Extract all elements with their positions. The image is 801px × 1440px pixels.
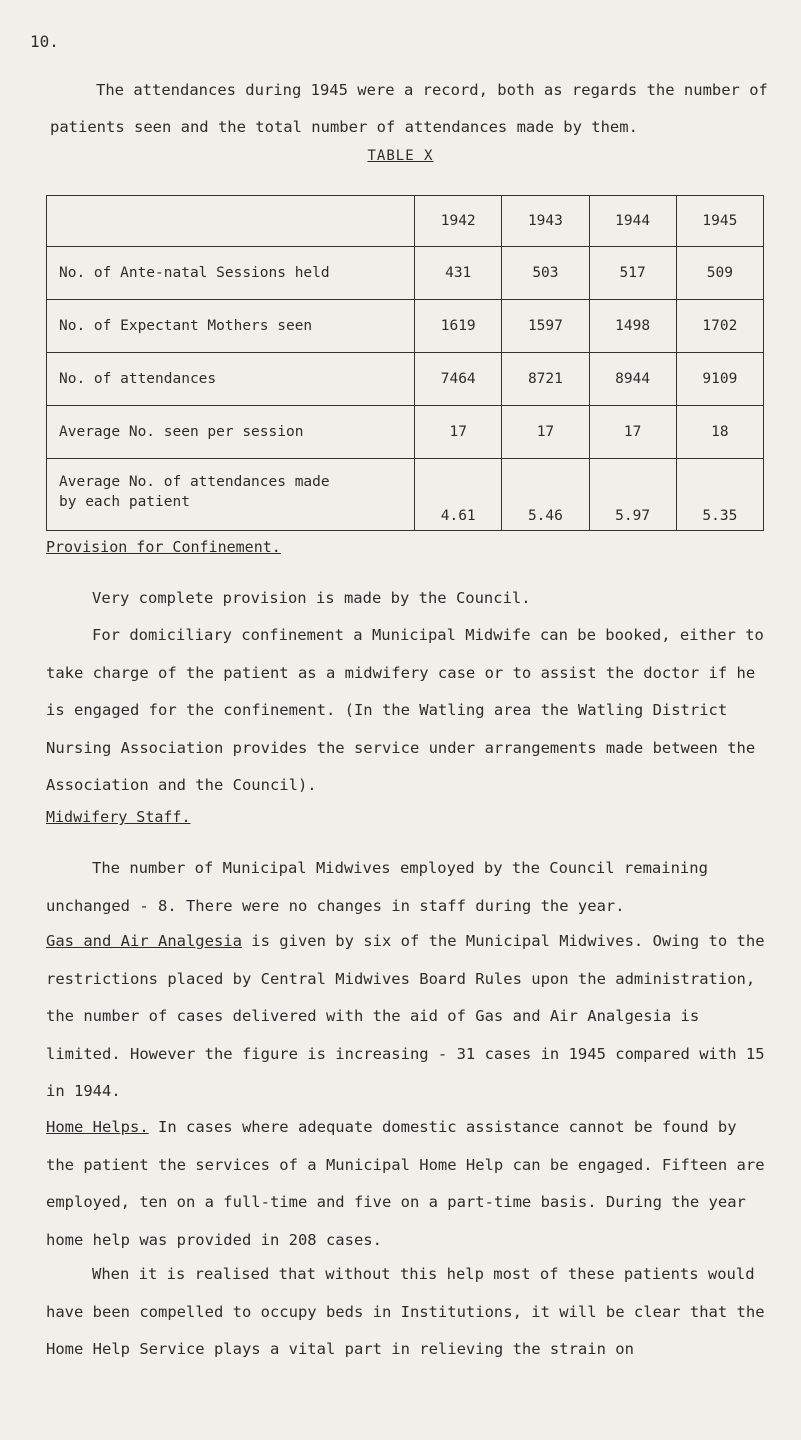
table-cell: 5.46: [502, 459, 589, 531]
table-row: [47, 459, 764, 531]
provision-heading: Provision for Confinement.: [46, 538, 281, 556]
table-cell: 1702: [676, 300, 763, 353]
year-header: 1943: [502, 196, 589, 247]
row-label: No. of Expectant Mothers seen: [47, 300, 415, 353]
table-cell: 17: [589, 406, 676, 459]
table-row: [47, 300, 764, 353]
table-cell: 517: [589, 247, 676, 300]
table-cell: 1619: [415, 300, 502, 353]
provision-paragraph-1: Very complete provision is made by the Council.: [92, 589, 531, 607]
year-header: 1945: [676, 196, 763, 247]
table-row: [47, 406, 764, 459]
table-cell: 4.61: [415, 459, 502, 531]
provision-paragraph-2: For domiciliary confinement a Municipal Midwife can be booked, either to take charge of the patient as a midwifery case or to assist the doctor if he is engaged for the confinement. (In the Watling area the Watling District Nursing Association provides the service under arrangements made between the Association and the Council).: [46, 626, 764, 794]
table-cell: 8944: [589, 353, 676, 406]
table-cell: 7464: [415, 353, 502, 406]
table-cell: 17: [415, 406, 502, 459]
row-label-line: by each patient: [59, 493, 190, 510]
row-label: [47, 459, 415, 531]
header-empty-cell: [47, 196, 415, 247]
table-cell: 509: [676, 247, 763, 300]
midwifery-heading: Midwifery Staff.: [46, 808, 191, 826]
table-title: TABLE X: [367, 148, 434, 164]
table-cell: 1597: [502, 300, 589, 353]
gas-paragraph: [46, 923, 770, 1111]
gas-heading: Gas and Air Analgesia: [46, 932, 242, 950]
table-cell: 8721: [502, 353, 589, 406]
table-cell: 1498: [589, 300, 676, 353]
table-cell: 503: [502, 247, 589, 300]
gas-text: is given by six of the Municipal Midwives. Owing to the restrictions placed by Central Midwives Board Rules upon the administration, the number of cases delivered with the aid of Gas and Air Analgesia is limited. However the figure is increasing - 31 cases in 1945 compared with 15 in 1944.: [46, 932, 765, 1100]
home-helps-heading: Home Helps.: [46, 1118, 149, 1136]
table-cell: 17: [502, 406, 589, 459]
table-cell: 431: [415, 247, 502, 300]
table-cell: 18: [676, 406, 763, 459]
table-cell: 5.97: [589, 459, 676, 531]
table-row: [47, 247, 764, 300]
page-number: 10.: [30, 32, 59, 51]
intro-paragraph: The attendances during 1945 were a record, both as regards the number of patients seen and the total number of attendances made by them.: [50, 81, 768, 136]
table-cell: 5.35: [676, 459, 763, 531]
home-helps-text: In cases where adequate domestic assistance cannot be found by the patient the services of a Municipal Home Help can be engaged. Fifteen are employed, ten on a full-time and five on a part-time basis. During the year home help was provided in 208 cases.: [46, 1118, 765, 1249]
home-helps-paragraph: [46, 1109, 770, 1259]
year-header: 1944: [589, 196, 676, 247]
year-header: 1942: [415, 196, 502, 247]
table-row: [47, 353, 764, 406]
row-label: No. of Ante-natal Sessions held: [47, 247, 415, 300]
closing-paragraph: When it is realised that without this help most of these patients would have been compelled to occupy beds in Institutions, it will be clear that the Home Help Service plays a vital part in relieving the strain on: [46, 1265, 765, 1358]
row-label: No. of attendances: [47, 353, 415, 406]
attendance-table: [46, 195, 764, 531]
table-cell: 9109: [676, 353, 763, 406]
row-label: Average No. seen per session: [47, 406, 415, 459]
midwifery-paragraph: The number of Municipal Midwives employed by the Council remaining unchanged - 8. There were no changes in staff during the year.: [46, 859, 708, 915]
row-label-line: Average No. of attendances made: [59, 473, 330, 490]
table-header-row: [47, 196, 764, 247]
